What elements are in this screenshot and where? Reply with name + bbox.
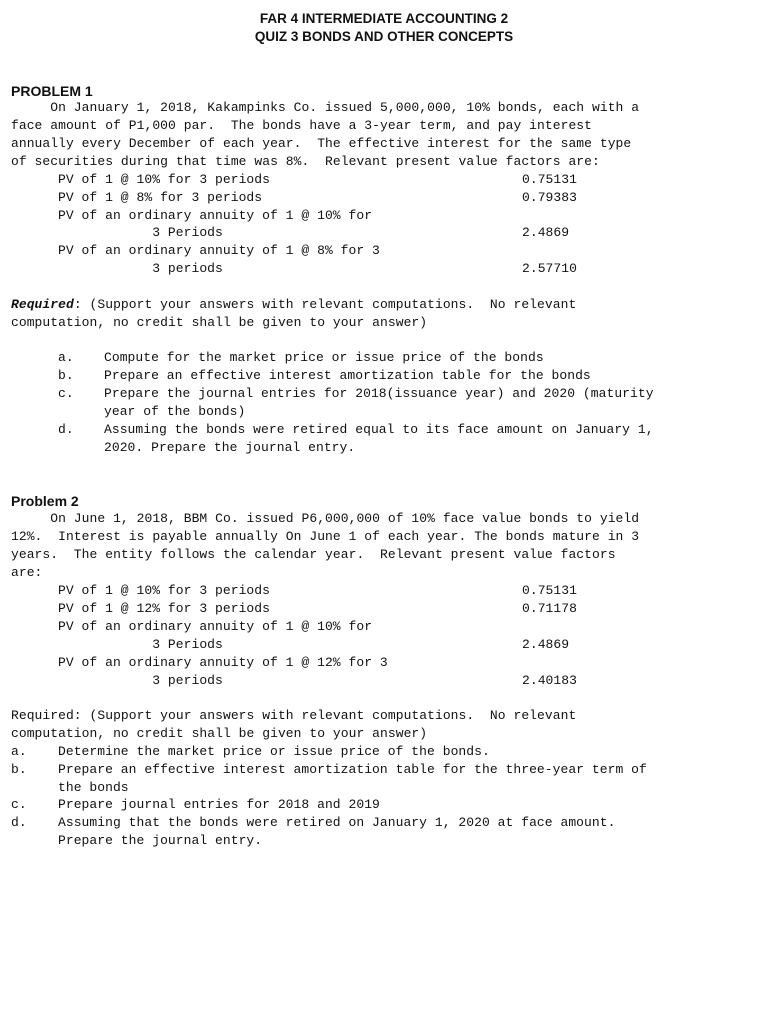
problem-1-required bbox=[11, 296, 576, 314]
item-text: Assuming the bonds were retired equal to its face amount on January 1, bbox=[104, 422, 654, 437]
item-text: 2020. Prepare the journal entry. bbox=[104, 440, 356, 455]
pv-factor-value: 0.71178 bbox=[522, 601, 577, 616]
required-label: Required bbox=[11, 297, 74, 312]
pv-factor-label: 3 Periods bbox=[58, 637, 223, 652]
pv-factor-label: PV of an ordinary annuity of 1 @ 10% for bbox=[58, 619, 373, 634]
pv-factor-label: PV of an ordinary annuity of 1 @ 8% for 3 bbox=[58, 243, 380, 258]
item-text: Determine the market price or issue price of the bonds. bbox=[58, 744, 490, 759]
problem-2-intro-line: On June 1, 2018, BBM Co. issued P6,000,000 of 10% face value bonds to yield bbox=[11, 511, 640, 526]
item-text: Assuming that the bonds were retired on January 1, 2020 at face amount. bbox=[58, 815, 616, 830]
problem-2-required-line-2: computation, no credit shall be given to your answer) bbox=[11, 726, 428, 741]
pv-factor-label: 3 periods bbox=[58, 673, 223, 688]
document-title-line-1: FAR 4 INTERMEDIATE ACCOUNTING 2 bbox=[259, 11, 509, 26]
pv-factor-label: 3 Periods bbox=[58, 225, 223, 240]
pv-factor-label: PV of 1 @ 8% for 3 periods bbox=[58, 190, 263, 205]
pv-factor-value: 2.4869 bbox=[522, 225, 570, 240]
item-text: Compute for the market price or issue price of the bonds bbox=[104, 350, 544, 365]
problem-2-heading: Problem 2 bbox=[11, 493, 79, 509]
pv-factor-label: PV of 1 @ 10% for 3 periods bbox=[58, 583, 270, 598]
problem-2-required-line-1: Required: (Support your answers with relevant computations. No relevant bbox=[11, 708, 577, 723]
item-letter: c. bbox=[58, 386, 74, 401]
pv-factor-label: PV of an ordinary annuity of 1 @ 12% for 3 bbox=[58, 655, 388, 670]
item-text: Prepare an effective interest amortization table for the bonds bbox=[104, 368, 591, 383]
problem-2-intro-line: years. The entity follows the calendar year. Relevant present value factors bbox=[11, 547, 616, 562]
item-letter: a. bbox=[11, 744, 27, 759]
item-letter: b. bbox=[11, 762, 27, 777]
item-letter: d. bbox=[58, 422, 74, 437]
item-text: Prepare the journal entries for 2018(issuance year) and 2020 (maturity bbox=[104, 386, 654, 401]
item-text: year of the bonds) bbox=[104, 404, 246, 419]
pv-factor-value: 0.75131 bbox=[522, 583, 577, 598]
problem-1-intro-line: On January 1, 2018, Kakampinks Co. issued 5,000,000, 10% bonds, each with a bbox=[11, 100, 640, 115]
problem-1-intro-line: annually every December of each year. The effective interest for the same type bbox=[11, 136, 632, 151]
pv-factor-label: PV of 1 @ 10% for 3 periods bbox=[58, 172, 270, 187]
problem-1-intro-line: face amount of P1,000 par. The bonds have a 3-year term, and pay interest bbox=[11, 118, 592, 133]
item-letter: d. bbox=[11, 815, 27, 830]
problem-1-required-line-2: computation, no credit shall be given to your answer) bbox=[11, 315, 428, 330]
problem-1-heading: PROBLEM 1 bbox=[11, 83, 93, 99]
problem-2-intro-line: are: bbox=[11, 565, 43, 580]
item-letter: c. bbox=[11, 797, 27, 812]
pv-factor-value: 2.57710 bbox=[522, 261, 577, 276]
pv-factor-value: 0.75131 bbox=[522, 172, 577, 187]
pv-factor-value: 2.4869 bbox=[522, 637, 570, 652]
pv-factor-label: PV of 1 @ 12% for 3 periods bbox=[58, 601, 270, 616]
item-text: Prepare an effective interest amortization table for the three-year term of bbox=[58, 762, 647, 777]
pv-factor-label: PV of an ordinary annuity of 1 @ 10% for bbox=[58, 208, 373, 223]
item-text: Prepare journal entries for 2018 and 2019 bbox=[58, 797, 380, 812]
pv-factor-value: 2.40183 bbox=[522, 673, 577, 688]
problem-2-intro-line: 12%. Interest is payable annually On June 1 of each year. The bonds mature in 3 bbox=[11, 529, 640, 544]
required-text: : (Support your answers with relevant computations. No relevant bbox=[73, 297, 577, 312]
item-text: Prepare the journal entry. bbox=[58, 833, 263, 848]
problem-1-intro-line: of securities during that time was 8%. Relevant present value factors are: bbox=[11, 154, 600, 169]
item-letter: a. bbox=[58, 350, 74, 365]
pv-factor-label: 3 periods bbox=[58, 261, 223, 276]
item-text: the bonds bbox=[58, 780, 129, 795]
pv-factor-value: 0.79383 bbox=[522, 190, 577, 205]
item-letter: b. bbox=[58, 368, 74, 383]
document-title-line-2: QUIZ 3 BONDS AND OTHER CONCEPTS bbox=[254, 29, 514, 44]
